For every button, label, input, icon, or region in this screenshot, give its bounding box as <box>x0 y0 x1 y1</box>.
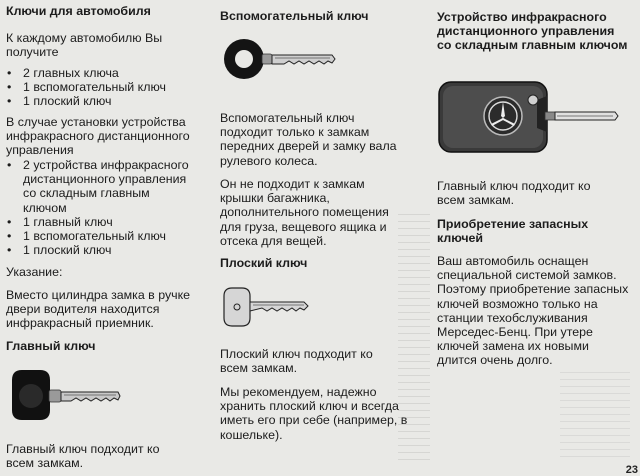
list-item: • 1 плоский ключ <box>6 94 201 108</box>
list-item: • 1 вспомогательный ключ <box>6 229 196 243</box>
flat-key-text: Плоский ключ подходит ко всем замкам. <box>220 347 373 376</box>
flat-key-icon <box>220 284 320 328</box>
list-item: • 1 вспомогательный ключ <box>6 80 201 94</box>
list-item: • 2 устройства инфракрасного дистанционного управления со складным главным ключом <box>6 158 196 215</box>
ir-intro-text: В случае установки устройства инфракрасного дистанционного управления <box>6 115 190 158</box>
list-item: • 1 главный ключ <box>6 215 196 229</box>
ir-key-text: Главный ключ подходит ко всем замкам. <box>437 179 591 208</box>
ir-keys-list <box>6 158 196 257</box>
main-key-icon <box>6 366 124 424</box>
standard-keys-list <box>6 66 201 109</box>
spare-keys-heading: Приобретение запасных ключей <box>437 217 589 245</box>
section-title-keys: Ключи для автомобиля <box>6 4 151 18</box>
spare-keys-text: Ваш автомобиль оснащен специальной системой замков. Поэтому приобретение запасных ключей возможно только на станции техобслуживания Мерседес-Бенц. При утере ключей замена их новыми длится очень долго. <box>437 254 629 368</box>
flat-key-heading: Плоский ключ <box>220 256 308 270</box>
auxiliary-key-icon <box>220 34 340 84</box>
main-key-heading: Главный ключ <box>6 339 96 353</box>
column-3 <box>437 0 637 473</box>
list-item: • 2 главных ключа <box>6 66 201 80</box>
flat-key-advice: Мы рекомендуем, надежно хранить плоский ключ и всегда иметь его при себе (например, в кошельке). <box>220 385 408 442</box>
column-2 <box>220 0 420 473</box>
mercedes-star-icon <box>484 97 522 135</box>
note-label: Указание: <box>6 265 63 279</box>
aux-key-heading: Вспомогательный ключ <box>220 9 369 23</box>
column-1 <box>6 0 206 473</box>
aux-key-text: Вспомогательный ключ подходит только к замкам передних дверей и замку вала рулевого колеса. <box>220 111 397 168</box>
main-key-text: Главный ключ подходит ко всем замкам. <box>6 442 160 471</box>
ir-remote-key-icon <box>437 76 622 158</box>
list-item: • 1 плоский ключ <box>6 243 196 257</box>
aux-key-text-2: Он не подходит к замкам крышки багажника, дополнительного помещения для груза, вещевого ящика и отсека для вещей. <box>220 177 389 248</box>
ir-key-heading: Устройство инфракрасного дистанционного управления со складным главным ключом <box>437 10 628 52</box>
page-number: 23 <box>625 464 638 476</box>
note-text: Вместо цилиндра замка в ручке двери водителя находится инфракрасный приемник. <box>6 288 191 331</box>
intro-text: К каждому автомобилю Вы получите <box>6 31 163 60</box>
